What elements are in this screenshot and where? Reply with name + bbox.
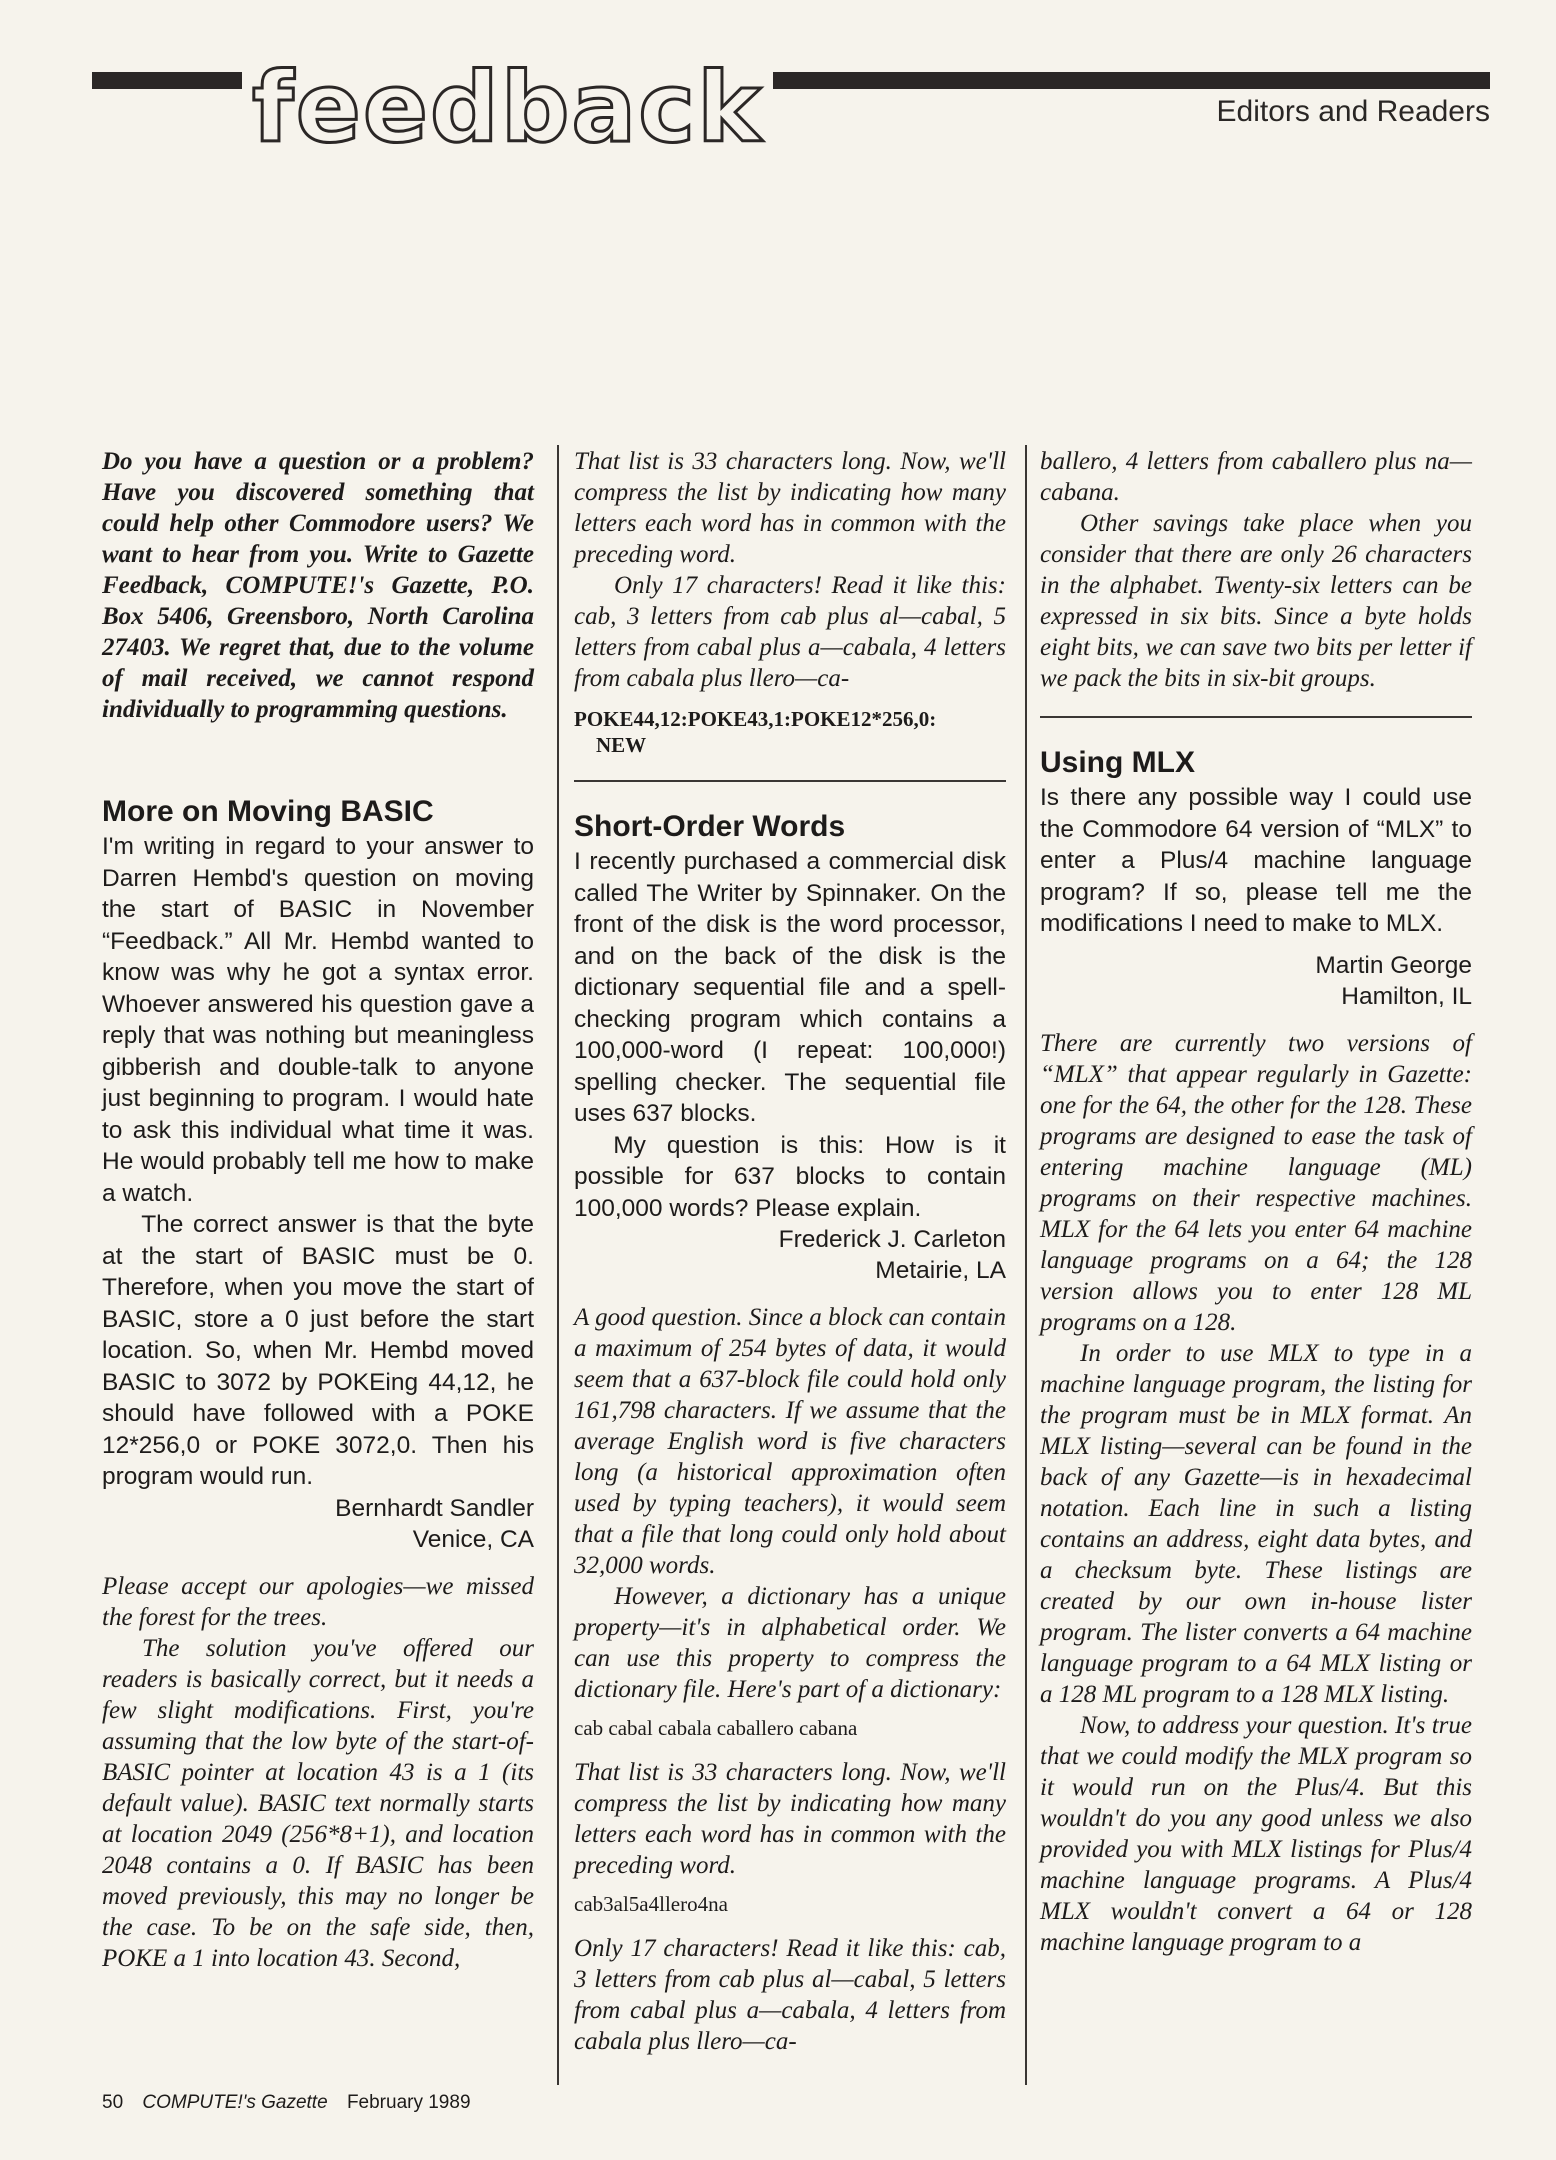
reply-paragraph: Only 17 characters! Read it like this: cab, 3 letters from cab plus al—cabal, 5 letters from cabal plus a—cabala, 4 letters from cabala plus llero—ca- — [574, 572, 1006, 692]
reply-paragraph: ballero, 4 letters from caballero plus na—cabana. — [1040, 448, 1472, 506]
letter-signature-name: Bernhardt Sandler — [335, 1494, 534, 1522]
letter-paragraph: I recently purchased a commercial disk called The Writer by Spinnaker. On the front of the disk is the word processor, and on the back of the disk is the dictionary sequential file and a spell-checking program which contains a 100,000-word (I repeat: 100,000!) spelling checker. The sequential file uses 637 blocks. — [574, 848, 1006, 1127]
reply-paragraph: The solution you've offered our readers is basically correct, but it needs a few slight modifications. First, you're assuming that the low byte of the start-of-BASIC pointer at location 43 is a 1 (its default value). BASIC text normally starts at location 2049 (256*8+1), and location 2048 contains a 0. If BASIC has been moved previously, this may no longer be the case. To be on the safe side, then, POKE a 1 into location 43. Second, — [102, 1634, 534, 1972]
article-heading: Using MLX — [1040, 746, 1195, 779]
issue-date: February 1989 — [346, 2092, 471, 2113]
letter-signature-place: Hamilton, IL — [1341, 982, 1472, 1010]
magazine-name: COMPUTE!'s Gazette — [142, 2092, 328, 2113]
code-line: NEW — [596, 733, 647, 757]
letter-paragraph: My question is this: How is it possible for 637 blocks to contain 100,000 words? Please explain. — [574, 1131, 1006, 1222]
reply-paragraph: In order to use MLX to type in a machine language program, the listing for the program must be in MLX format. An MLX listing—several can be found in the back of any Gazette—is in hexadecimal notation. Each line in such a listing contains an address, eight data bytes, and a checksum byte. These listings are created by our own in-house lister program. The lister converts a 64 machine language program to a 64 MLX listing or a 128 ML program to a 128 MLX listing. — [1040, 1339, 1472, 1708]
letter-paragraph: I'm writing in regard to your answer to Darren Hembd's question on moving the start of BASIC in November “Feedback.” All Mr. Hembd wanted to know was why he got a syntax error. Whoever answered his question gave a reply that was nothing but meaningless gibberish and double-talk to anyone just beginning to program. I would hate to ask this individual what time it was. He would probably tell me how to make a watch. — [102, 833, 534, 1207]
letter-paragraph: The correct answer is that the byte at the start of BASIC must be 0. Therefore, when you move the start of BASIC, store a 0 just before the start location. So, when Mr. Hembd moved BASIC to 3072 by POKEing 44,12, he should have followed with a POKE 12*256,0 or POKE 3072,0. Then his program would run. — [102, 1211, 534, 1490]
reply-paragraph: There are currently two versions of “MLX” that appear regularly in Gazette: one for the 64, the other for the 128. These programs are designed to ease the task of entering machine language (ML) programs on their respective machines. MLX for the 64 lets you enter 64 machine language programs on a 64; the 128 version allows you to enter 128 ML programs on a 128. — [1040, 1029, 1472, 1336]
page-number: 50 — [102, 2092, 124, 2113]
letter-signature-name: Martin George — [1315, 951, 1472, 979]
intro-text: Do you have a question or a problem? Have you discovered something that could help other Commodore users? We want to hear from you. Write to Gazette Feedback, COMPUTE!'s Gazette, P.O. Box 5406, Greensboro, North Carolina 27403. We regret that, due to the volume of mail received, we cannot respond individually to programming questions. — [102, 448, 534, 723]
feedback-logo: feedback — [242, 60, 773, 156]
letter-signature-place: Metairie, LA — [875, 1257, 1006, 1284]
reply-paragraph: Please accept our apologies—we missed the forest for the trees. — [102, 1572, 534, 1631]
reply-paragraph: A good question. Since a block can contain a maximum of 254 bytes of data, it would seem that a 637-block file could hold only 161,798 characters. If we assume that the average English word is five characters long (a historical approximation often used by typing teachers), it would seem that a file that long could only hold about 32,000 words. — [574, 1304, 1006, 1579]
code-example: cab3al5a4llero4na — [574, 1892, 728, 1916]
code-example: cab cabal cabala caballero cabana — [574, 1716, 858, 1740]
section-label: Editors and Readers — [1216, 95, 1490, 128]
article-heading: Short-Order Words — [574, 810, 846, 843]
column-1 — [102, 446, 534, 1974]
letter-signature-place: Venice, CA — [412, 1525, 534, 1553]
page-footer — [102, 2092, 485, 2114]
code-line: POKE44,12:POKE43,1:POKE12*256,0: — [574, 707, 937, 731]
reply-paragraph: That list is 33 characters long. Now, we'll compress the list by indicating how many letters each word has in common with the preceding word. — [574, 1759, 1006, 1879]
reply-paragraph: However, a dictionary has a unique property—it's in alphabetical order. We can use this property to compress the dictionary file. Here's part of a dictionary: — [574, 1583, 1006, 1703]
section-rule — [1040, 716, 1472, 718]
article-heading: More on Moving BASIC — [102, 795, 434, 828]
column-3 — [1040, 446, 1472, 1958]
reply-paragraph: That list is 33 characters long. Now, we'll compress the list by indicating how many letters each word has in common with the preceding word. — [574, 448, 1006, 568]
reply-paragraph: Other savings take place when you consider that there are only 26 characters in the alphabet. Twenty-six letters can be expressed in six bits. Since a byte holds eight bits, we can save two bits per letter if we pack the bits in six-bit groups. — [1040, 510, 1472, 692]
section-rule — [574, 780, 1006, 782]
column-divider — [1025, 445, 1027, 2085]
reply-paragraph: Only 17 characters! Read it like this: cab, 3 letters from cab plus al—cabal, 5 letters from cabal plus a—cabala, 4 letters from cabala plus llero—ca- — [574, 1935, 1006, 2055]
code-listing — [574, 706, 1006, 758]
letter-signature-name: Frederick J. Carleton — [778, 1226, 1006, 1253]
reply-paragraph: Now, to address your question. It's true that we could modify the MLX program so it would run on the Plus/4. But this wouldn't do you any good unless we also provided you with MLX listings for Plus/4 machine language programs. A Plus/4 MLX wouldn't convert a 64 or 128 machine language program to a — [1040, 1711, 1472, 1956]
column-divider — [557, 445, 559, 2085]
column-2 — [574, 446, 1006, 2057]
letter-paragraph: Is there any possible way I could use the Commodore 64 version of “MLX” to enter a Plus/4 machine language program? If so, please tell me the modifications I need to make to MLX. — [1040, 784, 1472, 937]
